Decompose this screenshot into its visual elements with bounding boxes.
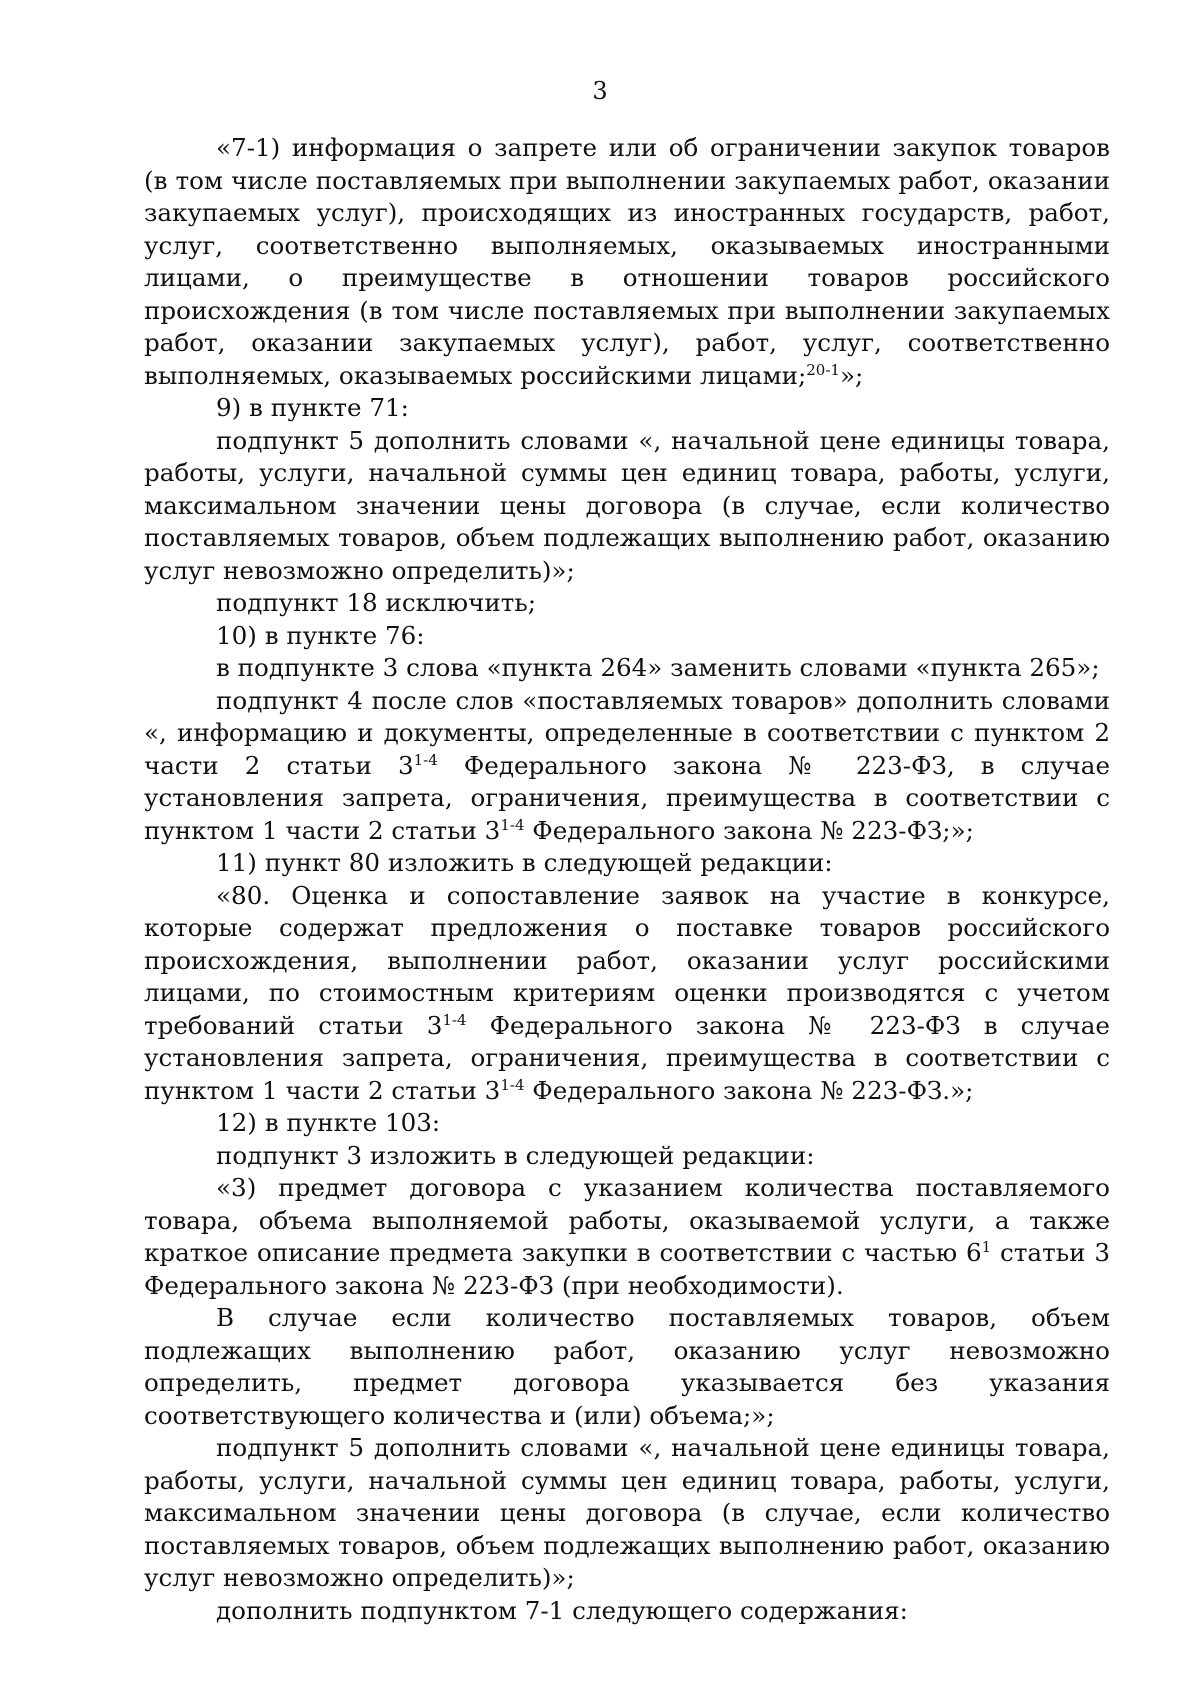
paragraph-text: «3) предмет договора с указанием количества поставляемого товара, объема выполняемой работы, оказываемой услуги, а также краткое описание предмета закупки в соответствии с частью 6 — [144, 1173, 1110, 1267]
paragraph-text: статьи 3 Федерального закона № 223-ФЗ (при необходимости). — [144, 1238, 1110, 1300]
paragraph-text: Федерального закона № 223-ФЗ;»; — [524, 815, 974, 845]
paragraph — [144, 652, 1110, 685]
page-number: 3 — [592, 77, 608, 105]
paragraph-text: В случае если количество поставляемых товаров, объем подлежащих выполнению работ, оказанию услуг невозможно определить, предмет договора указывается без указания соответствующего количества и (или) объема;»; — [144, 1303, 1110, 1430]
paragraph — [144, 392, 1110, 425]
paragraph — [144, 587, 1110, 620]
superscript: 1-4 — [413, 750, 438, 769]
paragraph — [144, 1172, 1110, 1302]
paragraph — [144, 132, 1110, 392]
paragraph-text: «80. Оценка и сопоставление заявок на участие в конкурсе, которые содержат предложения о поставке товаров российского происхождения, выполнении работ, оказании услуг российскими лицами, по стоимостным критериям оценки производятся с учетом требований статьи 3 — [144, 880, 1110, 1040]
paragraph-text: «7-1) информация о запрете или об ограничении закупок товаров (в том числе поставляемых при выполнении закупаемых работ, оказании закупаемых услуг), происходящих из иностранных государств, работ, услуг, соответственно выполняемых, оказываемых иностранными лицами, о преимуществе в отношении товаров российского происхождения (в том числе поставляемых при выполнении закупаемых работ, оказании закупаемых услуг), работ, услуг, соответственно выполняемых, оказываемых российскими лицами; — [144, 133, 1110, 390]
paragraph-text: подпункт 5 дополнить словами «, начальной цене единицы товара, работы, услуги, начальной суммы цен единиц товара, работы, услуги, максимальном значении цены договора (в случае, если количество поставляемых товаров, объем подлежащих выполнению работ, оказанию услуг невозможно определить)»; — [144, 425, 1110, 585]
paragraph — [144, 1140, 1110, 1173]
paragraph-text: 10) в пункте 76: — [216, 620, 425, 650]
paragraph-text: Федерального закона № 223-ФЗ в случае установления запрета, ограничения, преимущества в соответствии с пунктом 1 части 2 статьи 3 — [144, 1010, 1110, 1105]
superscript: 1 — [981, 1238, 992, 1256]
paragraph — [144, 425, 1110, 588]
paragraph — [144, 1107, 1110, 1140]
superscript: 1-4 — [442, 1010, 467, 1029]
paragraph-text: в подпункте 3 слова «пункта 264» заменить словами «пункта 265»; — [216, 653, 1100, 682]
paragraph-text: подпункт 3 изложить в следующей редакции: — [216, 1140, 815, 1170]
paragraph — [144, 847, 1110, 880]
paragraph — [144, 1302, 1110, 1432]
paragraph — [144, 685, 1110, 848]
superscript: 20-1 — [806, 360, 840, 379]
paragraph-text: Федерального закона № 223-ФЗ, в случае установления запрета, ограничения, преимущества в соответствии с пунктом 1 части 2 статьи 3 — [144, 750, 1110, 845]
paragraph-text: дополнить подпунктом 7-1 следующего содержания: — [216, 1595, 908, 1625]
superscript: 1-4 — [500, 1075, 525, 1094]
paragraph — [144, 1432, 1110, 1595]
paragraph-text: 12) в пункте 103: — [216, 1108, 441, 1137]
paragraph-text: подпункт 5 дополнить словами «, начальной цене единицы товара, работы, услуги, начальной суммы цен единиц товара, работы, услуги, максимальном значении цены договора (в случае, если количество поставляемых товаров, объем подлежащих выполнению работ, оказанию услуг невозможно определить)»; — [144, 1433, 1110, 1592]
paragraph — [144, 1595, 1110, 1628]
document-body — [144, 132, 1110, 1627]
paragraph-text: »; — [839, 360, 864, 390]
paragraph-text: подпункт 18 исключить; — [216, 588, 537, 617]
paragraph-text: подпункт 4 после слов «поставляемых товаров» дополнить словами «, информацию и документы, определенные в соответствии с пунктом 2 части 2 статьи 3 — [144, 685, 1110, 780]
paragraph-text: Федерального закона № 223-ФЗ.»; — [524, 1075, 974, 1105]
paragraph-text: 9) в пункте 71: — [216, 393, 409, 422]
paragraph — [144, 620, 1110, 653]
superscript: 1-4 — [500, 815, 525, 834]
paragraph — [144, 880, 1110, 1108]
paragraph-text: 11) пункт 80 изложить в следующей редакции: — [216, 848, 833, 877]
